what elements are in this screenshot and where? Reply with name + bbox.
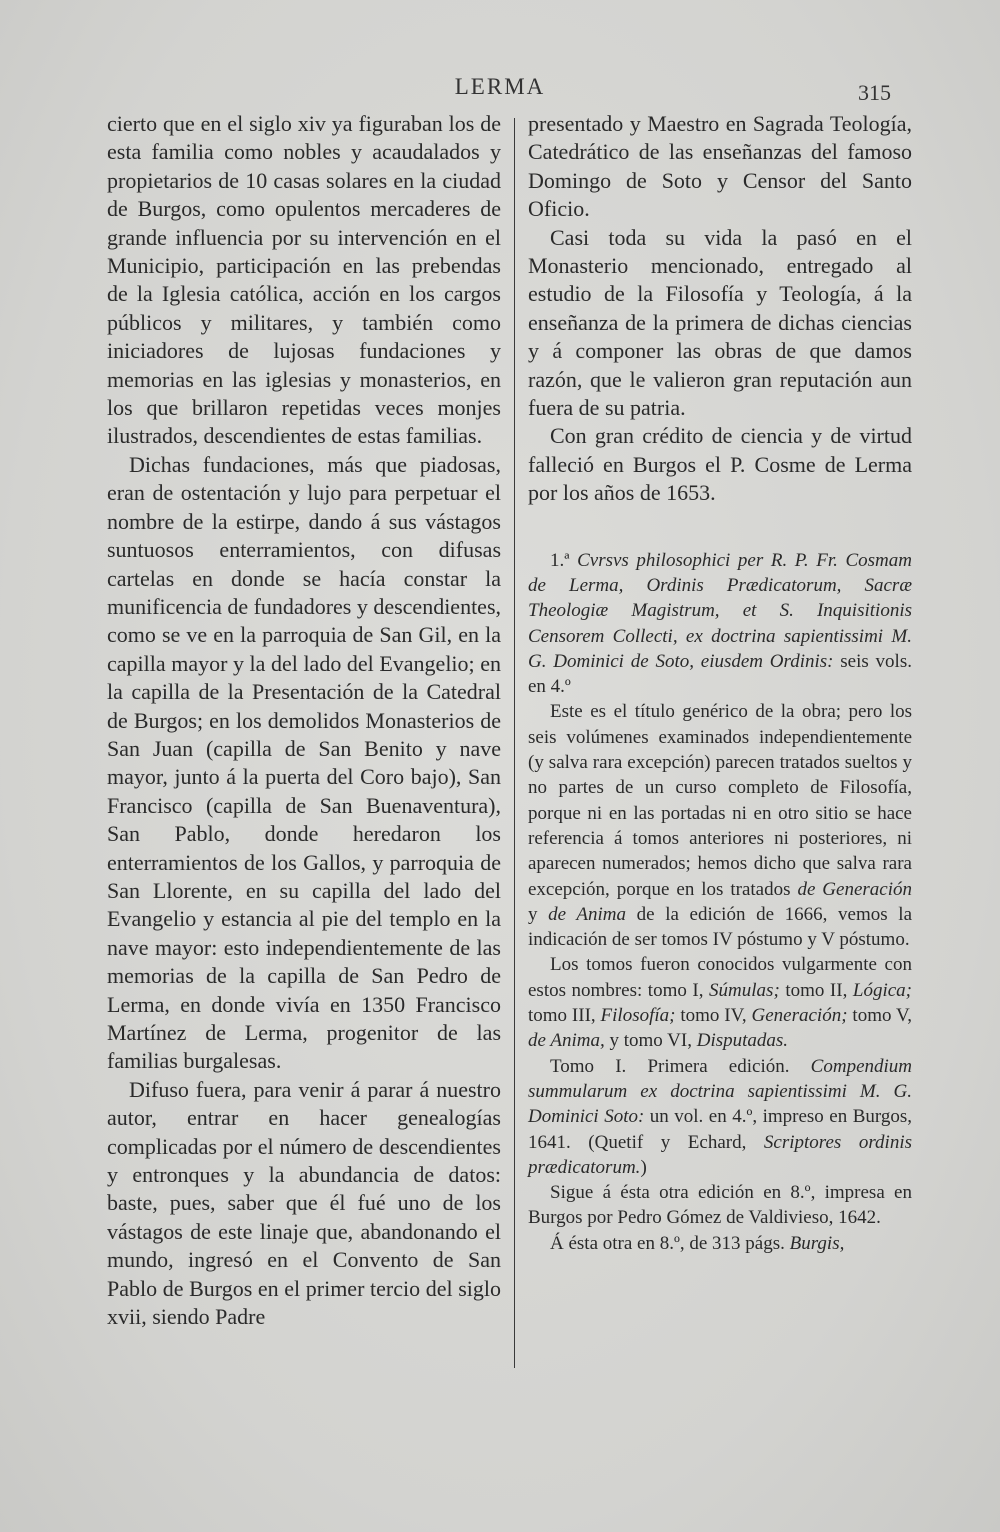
note-italic: Lógica;: [852, 979, 912, 1001]
note-paragraph-3: [528, 1054, 912, 1180]
note-paragraph-1: [528, 699, 912, 952]
right-paragraph-1: presentado y Maestro en Sagrada Teología, Catedrático de las enseñanzas del famoso Domingo de Soto y Censor del Santo Oficio.: [528, 111, 912, 222]
column-divider: [514, 118, 515, 1368]
entry-tail: seis vols. en 4.º: [528, 650, 912, 698]
note-italic: Compendium summularum ex doctrina sapientissimi M. G. Dominici Soto:: [528, 1055, 912, 1128]
note-paragraph-2: [528, 952, 912, 1053]
note-paragraph-4: Sigue á ésta otra edición en 8.º, impresa en Burgos por Pedro Gómez de Valdivieso, 1642.: [528, 1182, 912, 1229]
entry-title: Cvrsvs philosophici per R. P. Fr. Cosmam de Lerma, Ordinis Prædicatorum, Sacræ Theologiæ Magistrum, et S. Inquisitionis Censorem Collecti, ex doctrina sapientissimi M. G. Dominici de Soto, eiusdem Ordinis:: [528, 549, 912, 672]
note-paragraph-5: [528, 1231, 912, 1256]
section-spacer: [528, 508, 912, 548]
note-italic: Súmulas;: [709, 979, 780, 1001]
right-column: [528, 110, 912, 1256]
note-text: y: [528, 903, 538, 925]
note-italic: de Anima: [548, 903, 626, 925]
note-italic: Disputadas.: [696, 1030, 789, 1052]
note-text: de la edición de 1666, vemos la indicación de ser tomos IV póstumo y V póstumo.: [528, 903, 913, 951]
note-text: Á ésta otra en 8.º, de 313 págs.: [550, 1232, 785, 1254]
note-text: y tomo VI,: [609, 1030, 692, 1052]
note-text: Tomo I. Primera edición.: [550, 1055, 790, 1077]
running-header-title: LERMA: [454, 74, 546, 99]
bibliographic-entry: [528, 548, 912, 700]
note-italic: Scriptores ordinis prædicatorum.: [528, 1131, 913, 1178]
note-text: Los tomos fueron conocidos vulgarmente con estos nombres: tomo I,: [528, 954, 912, 1001]
left-paragraph-1: cierto que en el siglo xiv ya figuraban los de esta familia como nobles y acaudalados y propietarios de 10 casas solares en la ciudad de Burgos, como opulentos mercaderes de grande influencia por su intervención en el Municipio, participación en las prebendas de la Iglesia católica, acción en los cargos públicos y militares, y también como iniciadores de lujosas fundaciones y memorias en las iglesias y monasterios, en los que brillaron repetidas veces monjes ilustrados, descendientes de estas familias.: [107, 111, 501, 449]
left-paragraph-3: Difuso fuera, para venir á parar á nuestro autor, entrar en hacer genealogías complicadas por el número de descendientes y entronques y la abundancia de datos: baste, pues, saber que él fué uno de los vástagos de este linaje que, abandonando el mundo, ingresó en el Convento de San Pablo de Burgos en el primer tercio del siglo xvii, siendo Padre: [107, 1076, 501, 1330]
note-italic: Burgis,: [789, 1232, 845, 1254]
left-paragraph-2: Dichas fundaciones, más que piadosas, eran de ostentación y lujo para perpetuar el nombre de la estirpe, dando á sus vástagos suntuosos enterramientos, con difusas cartelas en donde se hacía constar la munificencia de fundadores y descendientes, como se ve en la parroquia de San Gil, en la capilla mayor y la del lado del Evangelio; en la capilla de la Presentación de la Catedral de Burgos; en los demolidos Monasterios de San Juan (capilla de San Benito y nave mayor, junto á la puerta del Coro bajo), San Francisco (capilla de San Buenaventura), San Pablo, donde heredaron los enterramientos de los Gallos, y parroquia de San Llorente, en su capilla del lado del Evangelio y estancia al pie del templo en la nave mayor: esto independientemente de las memorias de la capilla de San Pedro de Lerma, en donde vivía en 1350 Francisco Martínez de Lerma, progenitor de las familias burgalesas.: [107, 451, 502, 1074]
note-text: tomo IV,: [680, 1005, 747, 1027]
note-text: tomo III,: [528, 1005, 596, 1027]
note-text: tomo II,: [785, 979, 848, 1001]
page-number: 315: [858, 80, 891, 105]
note-italic: de Anima,: [528, 1030, 605, 1052]
right-paragraph-2: Casi toda su vida la pasó en el Monasterio mencionado, entregado al estudio de la Filosofía y Teología, á la enseñanza de la primera de dichas ciencias y á componer las obras de que damos razón, que le valieron gran reputación aun fuera de su patria.: [528, 224, 912, 421]
left-column: [107, 110, 501, 1331]
note-text: tomo V,: [852, 1005, 913, 1027]
note-italic: Generación;: [751, 1005, 848, 1027]
note-italic: de Generación: [797, 878, 912, 900]
right-paragraph-3: Con gran crédito de ciencia y de virtud falleció en Burgos el P. Cosme de Lerma por los años de 1653.: [528, 423, 912, 506]
note-text: ): [640, 1156, 647, 1178]
entry-number: 1.ª: [550, 549, 570, 571]
note-text: un vol. en 4.º, impreso en Burgos, 1641. (Quetif y Echard,: [528, 1106, 912, 1153]
note-text: Este es el título genérico de la obra; pero los seis volúmenes examinados independientemente (y salva rara excepción) parecen tratados sueltos y no partes de un curso completo de Filosofía, porque ni en las portadas ni en otro sitio se hace referencia á tomos anteriores ni posteriores, ni aparecen numerados; hemos dicho que salva rara excepción, porque en los tratados: [528, 701, 912, 900]
note-italic: Filosofía;: [600, 1005, 676, 1027]
